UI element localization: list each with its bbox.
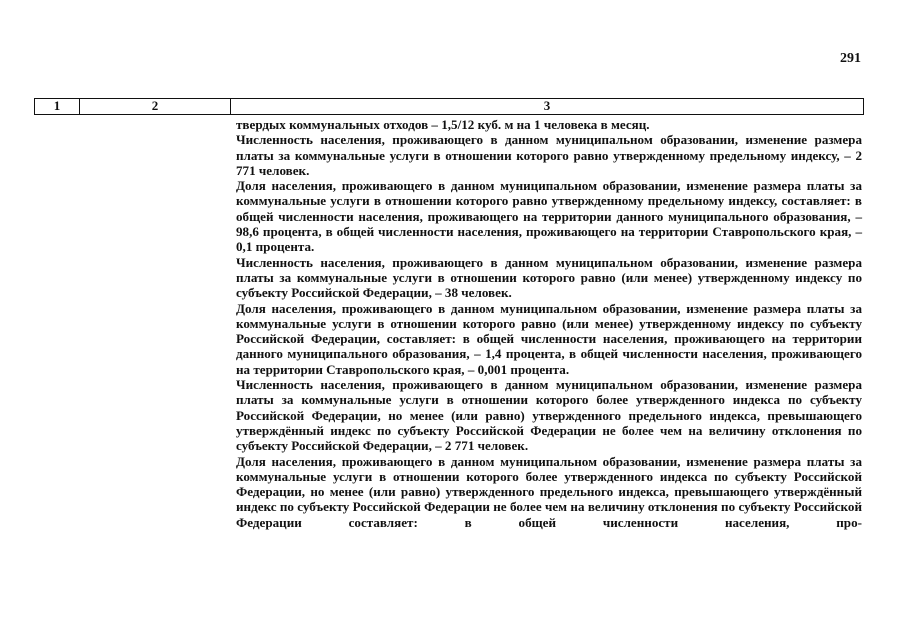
paragraph-5: Доля населения, проживающего в данном муниципальном образовании, изменение размера платы за коммунальные услуги в отношении которого равно (или менее) утвержденному индексу по субъекту Российской Федерации, составляет: в общей численности населения, проживающего на территории данного муниципального образования, – 1,4 процента, в общей численности населения, проживающего на территории Ставропольского края, – 0,001 процента. xyxy=(236,300,862,377)
table-header-row xyxy=(34,98,864,115)
table-header-col-2: 2 xyxy=(80,99,231,114)
paragraph-3: Доля населения, проживающего в данном муниципальном образовании, изменение размера платы за коммунальные услуги в отношении которого равно утвержденному предельному индексу, составляет: в общей численности населения, проживающего на территории данного муниципального образования, – 98,6 процента, в общей численности населения, проживающего на территории Ставропольского края, – 0,1 процента. xyxy=(236,178,862,255)
paragraph-7: Доля населения, проживающего в данном муниципальном образовании, изменение размера платы за коммунальные услуги в отношении которого более утвержденного индекса по субъекту Российской Федерации, но менее (или равно) утвержденного предельного индекса, превышающего утверждённый индекс по субъекту Российской Федерации не более чем на величину отклонения по субъекту Российской Федерации составляет: в общей численности населения, про- xyxy=(236,453,862,530)
page-number: 291 xyxy=(840,51,861,66)
paragraph-2: Численность населения, проживающего в данном муниципальном образовании, изменение размера платы за коммунальные услуги в отношении которого равно утвержденному предельному индексу, – 2 771 человек. xyxy=(236,132,862,178)
paragraph-6: Численность населения, проживающего в данном муниципальном образовании, изменение размера платы за коммунальные услуги в отношении которого более утвержденного индекса по субъекту Российской Федерации, но менее (или равно) утвержденного предельного индекса, превышающего утверждённый индекс по субъекту Российской Федерации не более чем на величину отклонения по субъекту Российской Федерации, – 2 771 человек. xyxy=(236,377,862,454)
document-body xyxy=(236,117,862,530)
table-header-col-3: 3 xyxy=(543,98,551,113)
paragraph-4: Численность населения, проживающего в данном муниципальном образовании, изменение размера платы за коммунальные услуги в отношении которого равно (или менее) утвержденному индексу по субъекту Российской Федерации, – 38 человек. xyxy=(236,254,862,301)
paragraph-1: твердых коммунальных отходов – 1,5/12 куб. м на 1 человека в месяц. xyxy=(236,117,650,132)
table-header-col-1: 1 xyxy=(35,99,80,114)
